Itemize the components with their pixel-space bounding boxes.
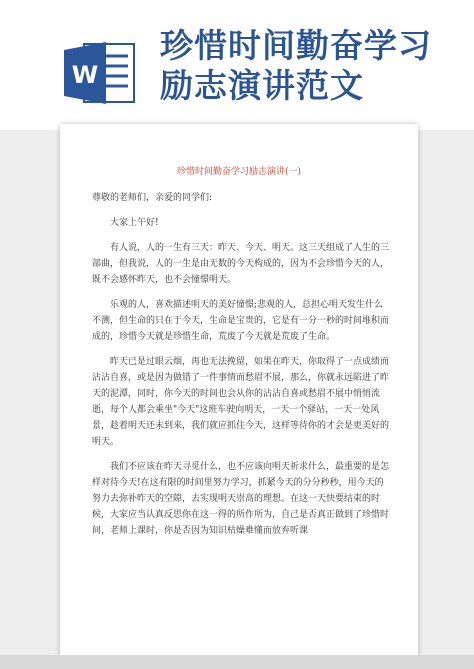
banner: [0, 0, 474, 130]
word-icon-letter: W: [71, 61, 99, 89]
document-page: [60, 124, 418, 669]
document-title: 珍惜时间勤奋学习励志演讲(一): [176, 167, 302, 177]
word-icon: [62, 40, 136, 106]
document-body: [92, 190, 392, 548]
paragraph: 昨天已是过眼云烟，再也无法挽留，如果在昨天，你取得了一点成绩而沾沾自喜，或是因为做错了一件事情而愁眉不展，那么，你就永远陷进了昨天的泥潭，同时，你今天的时间也会从你的沾沾自喜或愁眉不展中悄悄流逝，每个人都会乘坐"今天"这班车驶向明天，一天一个驿站，一天一处风景，趁着明天还未到来，我们就应抓住今天，这样等待你的才会是更美好的明天。: [92, 357, 390, 447]
banner-title: [160, 26, 460, 106]
paragraph: 我们不应该在昨天寻觅什么，也不应该向明天祈求什么，最重要的是怎样对待今天!在这有限的时间里努力学习，抓紧今天的分分秒秒，用今天的努力去弥补昨天的空隙，去实现明天崇高的理想。在这一天快要结束的时候，大家应当认真反思你在这一得的所作所为，自己是否真正做到了珍惜时间，老师上课时，你是否因为知识枯燥难懂而放弃听课: [92, 462, 390, 536]
paragraph-greeting: 大家上午好!: [110, 218, 159, 228]
paragraph: 有人说，人的一生有三天：昨天、今天、明天。这三天组成了人生的三部曲，但我说，人的一生是由无数的今天构成的，因为不会珍惜今天的人，既不会感怀昨天，也不会憧憬明天。: [92, 243, 390, 285]
banner-title-line1: 珍惜时间勤奋学习: [160, 26, 432, 65]
paragraph-salutation: 尊敬的老师们，亲爱的同学们:: [92, 193, 213, 203]
banner-title-line2: 励志演讲范文: [160, 66, 364, 105]
paragraph: 乐观的人，喜欢描述明天的美好憧憬;悲观的人，总担心明天发生什么不测，但生命的只在于今天，生命是宝贵的，它是有一分一秒的时间堆积而成的，珍惜今天就是珍惜生命，荒废了今天就是荒废了生命。: [92, 300, 390, 342]
footer-strip: [0, 655, 474, 669]
